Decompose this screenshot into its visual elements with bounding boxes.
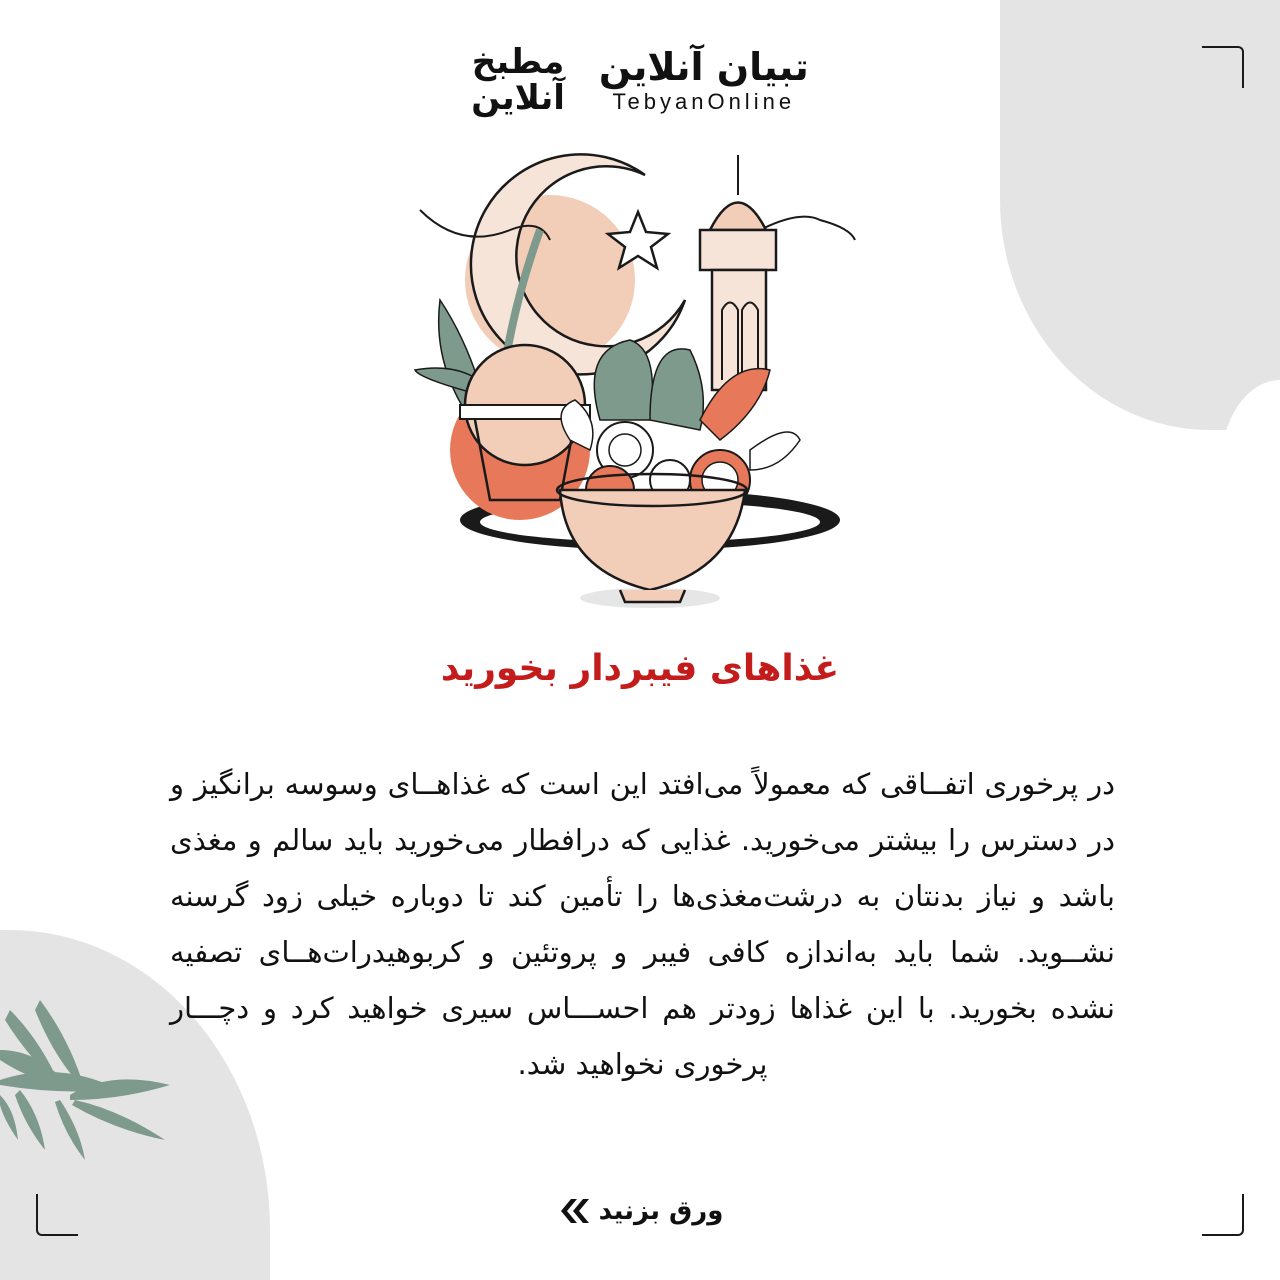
body-paragraph — [170, 756, 1115, 1092]
logo-row — [0, 44, 1280, 116]
swipe-hint[interactable] — [0, 1196, 1280, 1226]
ramadan-salad-illustration-icon — [400, 150, 870, 620]
swipe-label: ورق بزنید — [598, 1196, 724, 1226]
tebyan-logo-latin: TebyanOnline — [612, 89, 796, 114]
matbakh-logo-line2: آنلاین — [471, 78, 565, 118]
body-text: در پرخوری اتفــاقی که معمولاً می‌افتد این است که غذاهــای وسوسه برانگیز و در دسترس را بیشتر می‌خورید. غذایی که درافطار می‌خورید باید سالم و مغذی باشد و نیاز بدنتان به درشت‌مغذی‌ها را تأمین کند تا دوباره خیلی زود گرسنه نشــوید. شما باید به‌اندازه کافی فیبر و پروتئین و کربوهیدرات‌هــای تصفیه نشده بخورید. با این غذاها زودتر هم احســـاس سیری خواهید کرد و دچـــار پرخوری نخواهید شد. — [170, 767, 1115, 1081]
matbakh-logo-line1: مطبخ — [471, 42, 565, 82]
page-title: غذاهای فیبردار بخورید — [440, 648, 840, 689]
matbakh-online-logo — [471, 44, 565, 116]
tebyan-logo-persian: تبیان آنلاین — [598, 45, 809, 89]
tebyan-online-logo — [599, 45, 809, 115]
double-chevron-left-icon — [557, 1197, 591, 1225]
